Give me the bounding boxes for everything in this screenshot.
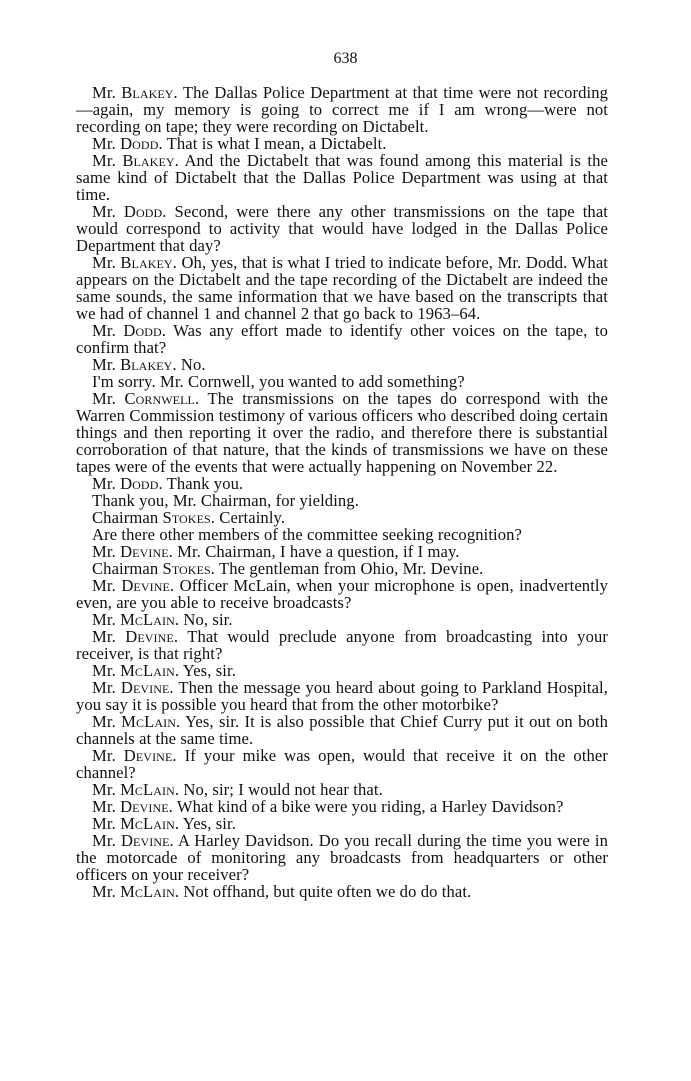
- speech-text: The transmissions on the tapes do correspond with the Warren Commission testimony of various officers who described doing certain things and then reporting it over the radio, and therefore there is substantial corroboration of that nature, that the kinds of transmissions we have on these tapes were of the events that were actually happening on November 22.: [76, 389, 609, 476]
- speaker-name: Blakey.: [122, 151, 179, 170]
- transcript-paragraph: [76, 526, 608, 543]
- transcript-paragraph: [76, 747, 608, 781]
- transcript-paragraph: [76, 798, 608, 815]
- speaker-title: Mr.: [92, 797, 116, 816]
- speaker-title: Mr.: [92, 712, 116, 731]
- speaker-name: McLain.: [120, 882, 180, 901]
- speech-text: Thank you.: [166, 474, 244, 493]
- speaker-title: Mr.: [92, 355, 116, 374]
- speaker-title: Mr.: [92, 576, 116, 595]
- speaker-title: Mr.: [92, 780, 116, 799]
- transcript-paragraph: [76, 781, 608, 798]
- transcript-paragraph: [76, 475, 608, 492]
- speaker-name: McLain.: [121, 712, 181, 731]
- speech-text: No, sir.: [183, 610, 233, 629]
- speaker-name: Blakey.: [120, 253, 177, 272]
- speaker-title: Mr.: [92, 321, 116, 340]
- speaker-title: Mr.: [92, 474, 116, 493]
- transcript-paragraph: [76, 628, 608, 662]
- speaker-title: Chairman: [92, 508, 159, 527]
- speech-text: Was any effort made to identify other voices on the tape, to confirm that?: [76, 321, 609, 357]
- speaker-name: Cornwell.: [124, 389, 200, 408]
- speaker-name: McLain.: [120, 661, 180, 680]
- speaker-name: McLain.: [120, 610, 180, 629]
- speech-text: That would preclude anyone from broadcasting into your receiver, is that right?: [76, 627, 608, 663]
- speech-text: And the Dictabelt that was found among this material is the same kind of Dictabelt that the Dallas Police Department was using at that time.: [76, 151, 608, 204]
- speech-text: I'm sorry. Mr. Cornwell, you wanted to add something?: [92, 372, 465, 391]
- speech-text: Mr. Chairman, I have a question, if I may.: [177, 542, 460, 561]
- speaker-title: Mr.: [92, 627, 116, 646]
- speaker-title: Mr.: [92, 202, 116, 221]
- speaker-name: Blakey.: [121, 83, 178, 102]
- speaker-name: McLain.: [120, 780, 180, 799]
- speaker-name: Devine.: [120, 678, 174, 697]
- speaker-name: Dodd.: [123, 202, 167, 221]
- speaker-title: Mr.: [92, 134, 116, 153]
- transcript-paragraph: [76, 492, 608, 509]
- speaker-title: Chairman: [92, 559, 159, 578]
- speaker-title: Mr.: [92, 678, 116, 697]
- speech-text: Oh, yes, that is what I tried to indicate before, Mr. Dodd. What appears on the Dictabelt and the tape recording of the Dictabelt are indeed the same sounds, the same information that we have based on the transcripts that we had of channel 1 and channel 2 that go back to 1963–64.: [76, 253, 608, 323]
- speaker-name: Dodd.: [120, 134, 163, 153]
- speaker-name: Dodd.: [120, 474, 163, 493]
- speaker-name: Devine.: [120, 542, 173, 561]
- speaker-name: Blakey.: [120, 355, 177, 374]
- speech-text: That is what I mean, a Dictabelt.: [166, 134, 387, 153]
- speech-text: Then the message you heard about going to Parkland Hospital, you say it is possible you heard that from the other motorbike?: [76, 678, 609, 714]
- speech-text: Second, were there any other transmissions on the tape that would correspond to activity that would have lodged in the Dallas Police Department that day?: [76, 202, 608, 255]
- speaker-title: Mr.: [92, 542, 116, 561]
- speaker-title: Mr.: [92, 661, 116, 680]
- speech-text: Yes, sir.: [182, 814, 236, 833]
- transcript-paragraph: [76, 713, 608, 747]
- transcript-paragraph: [76, 577, 608, 611]
- speech-text: The gentleman from Ohio, Mr. Devine.: [218, 559, 484, 578]
- speaker-name: Stokes.: [162, 508, 216, 527]
- transcript-paragraph: [76, 254, 608, 322]
- speech-text: Officer McLain, when your microphone is open, inadvertently even, are you able to receive broadcasts?: [76, 576, 609, 612]
- speaker-title: Mr.: [92, 610, 116, 629]
- speaker-name: Stokes.: [162, 559, 216, 578]
- speaker-name: Devine.: [123, 746, 177, 765]
- speaker-name: Devine.: [120, 831, 174, 850]
- speaker-name: Devine.: [121, 576, 175, 595]
- transcript-paragraph: [76, 815, 608, 832]
- transcript-paragraph: [76, 203, 608, 254]
- transcript-paragraph: [76, 135, 608, 152]
- speaker-title: Mr.: [92, 253, 116, 272]
- speech-text: Certainly.: [219, 508, 286, 527]
- transcript-paragraph: [76, 373, 608, 390]
- speech-text: Not offhand, but quite often we do do that.: [183, 882, 472, 901]
- speaker-name: Devine.: [120, 797, 173, 816]
- speaker-title: Mr.: [92, 83, 116, 102]
- speech-text: Thank you, Mr. Chairman, for yielding.: [92, 491, 359, 510]
- transcript-paragraph: [76, 356, 608, 373]
- transcript-paragraph: [76, 611, 608, 628]
- transcript-paragraph: [76, 152, 608, 203]
- speech-text: No, sir; I would not hear that.: [183, 780, 383, 799]
- speech-text: No.: [180, 355, 206, 374]
- speaker-title: Mr.: [92, 389, 116, 408]
- speech-text: A Harley Davidson. Do you recall during the time you were in the motorcade of monitoring any broadcasts from headquarters or other officers on your receiver?: [76, 831, 608, 884]
- transcript-paragraph: [76, 662, 608, 679]
- speaker-title: Mr.: [92, 882, 116, 901]
- transcript-paragraph: [76, 322, 608, 356]
- transcript-paragraph: [76, 84, 608, 135]
- speaker-title: Mr.: [92, 746, 116, 765]
- speech-text: What kind of a bike were you riding, a Harley Davidson?: [176, 797, 564, 816]
- speech-text: Yes, sir. It is also possible that Chief Curry put it out on both channels at the same time.: [76, 712, 609, 748]
- transcript-paragraph: [76, 832, 608, 883]
- speech-text: The Dallas Police Department at that time were not recording—again, my memory is going to correct me if I am wrong—were not recording on tape; they were recording on Dictabelt.: [76, 83, 609, 136]
- speech-text: Yes, sir.: [182, 661, 236, 680]
- speaker-title: Mr.: [92, 151, 116, 170]
- speech-text: If your mike was open, would that receive it on the other channel?: [76, 746, 609, 782]
- speaker-name: Dodd.: [123, 321, 166, 340]
- speaker-name: McLain.: [120, 814, 180, 833]
- transcript-paragraph: [76, 883, 608, 900]
- transcript-paragraph: [76, 509, 608, 526]
- speaker-name: Devine.: [125, 627, 179, 646]
- transcript-paragraph: [76, 543, 608, 560]
- transcript-paragraph: [76, 679, 608, 713]
- transcript-body: [76, 84, 608, 900]
- page-number: 638: [333, 50, 358, 67]
- speech-text: Are there other members of the committee seeking recognition?: [92, 525, 523, 544]
- transcript-paragraph: [76, 390, 608, 475]
- transcript-paragraph: [76, 560, 608, 577]
- speaker-title: Mr.: [92, 814, 116, 833]
- speaker-title: Mr.: [92, 831, 116, 850]
